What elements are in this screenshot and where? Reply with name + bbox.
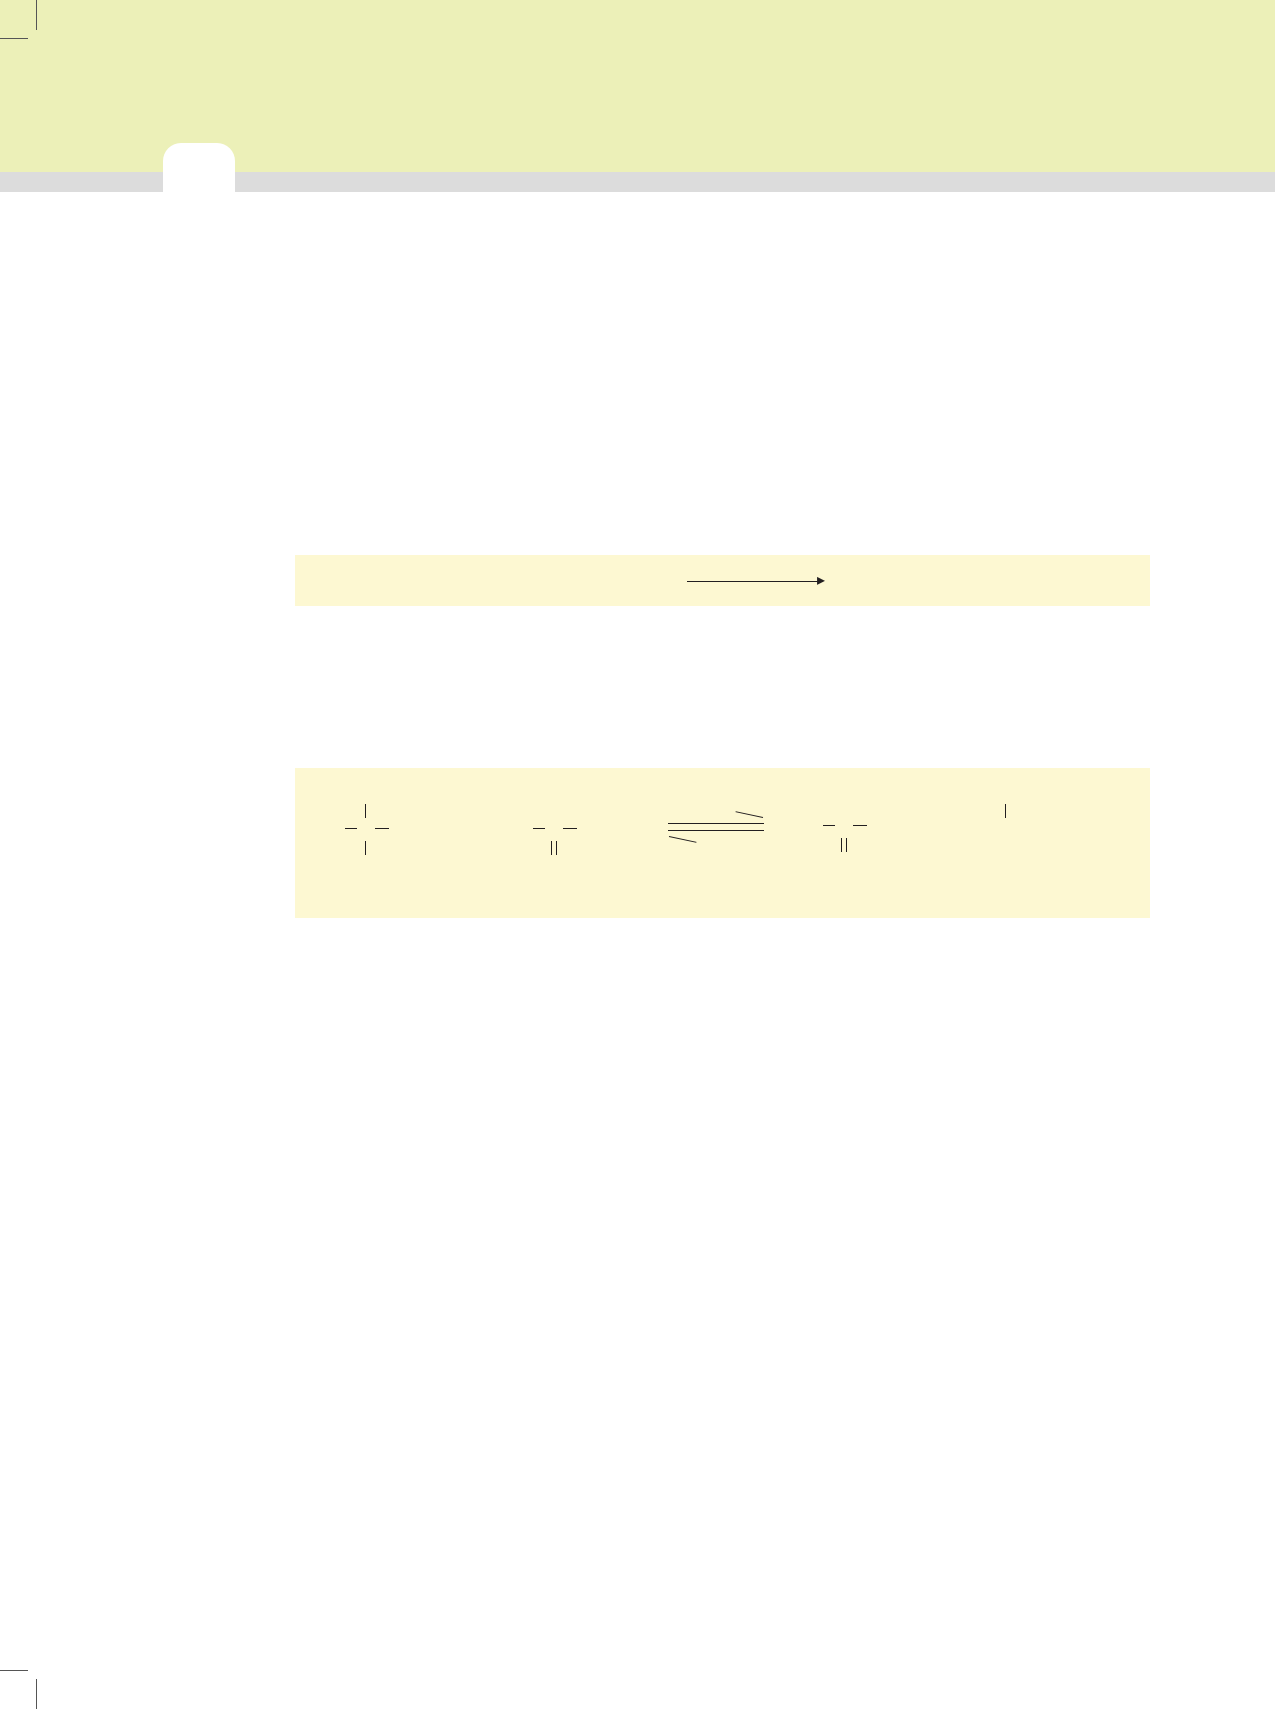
bond (345, 828, 357, 829)
bond (563, 828, 577, 829)
bond (841, 838, 842, 852)
crop-mark (36, 1679, 37, 1709)
arrow-barb (736, 811, 764, 818)
bond (375, 828, 389, 829)
bond (1005, 804, 1006, 818)
bond (823, 825, 835, 826)
bond (853, 825, 867, 826)
reaction-arrow (687, 581, 823, 582)
bond (533, 828, 545, 829)
crop-mark (36, 0, 37, 30)
equilibrium-arrow (668, 830, 764, 831)
transamination-diagram (295, 768, 1150, 918)
arrow-head-icon: ▸ (817, 570, 826, 589)
arrow-barb (669, 836, 697, 843)
page-number-tab (163, 143, 235, 193)
bond (846, 838, 847, 852)
bond (556, 841, 557, 855)
equilibrium-arrow (668, 823, 764, 824)
crop-mark (0, 1670, 28, 1671)
bond (551, 841, 552, 855)
bond (365, 804, 366, 818)
bond (365, 841, 366, 855)
crop-mark (0, 38, 28, 39)
equation-box (295, 555, 1150, 606)
